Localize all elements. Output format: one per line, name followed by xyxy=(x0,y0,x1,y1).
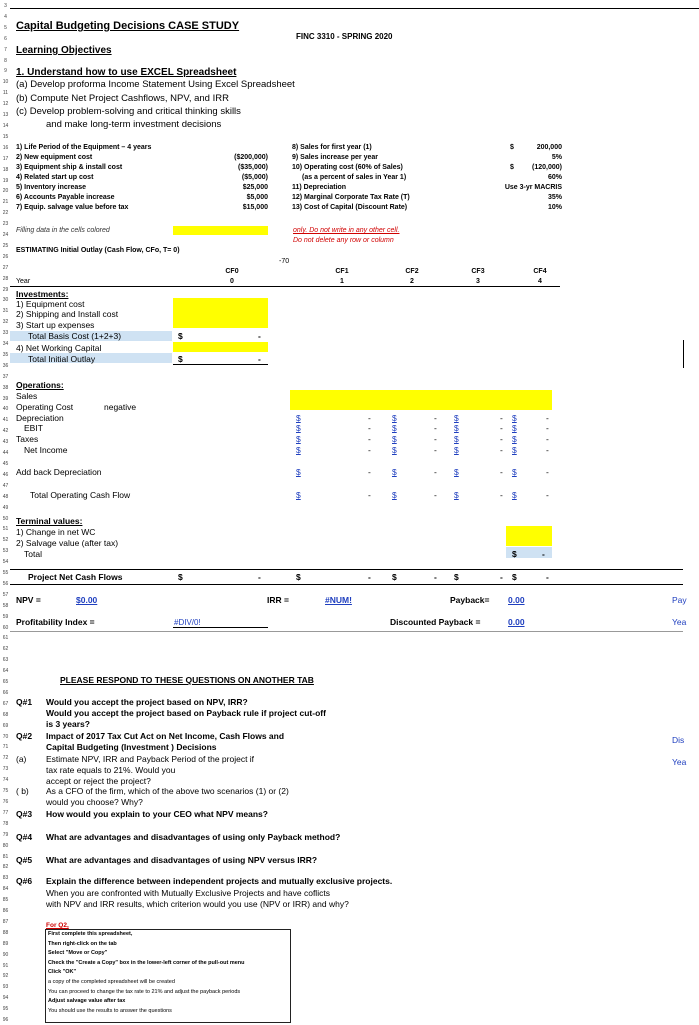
row-number[interactable]: 95 xyxy=(2,1006,9,1013)
input-label: 4) Related start up cost xyxy=(16,174,94,181)
neg-70-cell: -70 xyxy=(279,258,290,265)
value-cell[interactable]: - xyxy=(500,490,503,500)
row-number[interactable]: 13 xyxy=(2,112,9,118)
q2b-line-2: would you choose? Why? xyxy=(46,797,143,807)
total-basis-dash: - xyxy=(258,331,261,341)
sales-label: Sales xyxy=(16,391,38,401)
objective-c: (c) Develop problem-solving and critical thinking skills xyxy=(16,106,241,117)
ncf-top-border xyxy=(10,569,683,570)
salvage-label: 2) Salvage value (after tax) xyxy=(16,538,119,548)
npv-label: NPV = xyxy=(16,595,41,605)
input-value: ($5,000) xyxy=(241,174,268,181)
operations-input-cells[interactable] xyxy=(290,390,552,410)
irr-label: IRR = xyxy=(267,595,289,605)
cf-header: CF3 xyxy=(471,268,485,275)
investments-input-cells[interactable] xyxy=(173,298,268,328)
row-number[interactable]: 90 xyxy=(2,951,9,958)
value-cell[interactable]: - xyxy=(368,413,371,423)
instruction-line: First complete this spreadsheet, xyxy=(48,931,133,937)
cf-header: CF0 xyxy=(225,268,239,275)
filling-note: Filling data in the cells colored xyxy=(16,227,110,234)
row-number[interactable]: 82 xyxy=(2,864,9,871)
row-number[interactable]: 62 xyxy=(2,646,9,653)
q5-number: Q#5 xyxy=(16,855,33,865)
q2a-line-3: accept or reject the project? xyxy=(46,776,151,786)
row-number[interactable]: 36 xyxy=(2,362,9,369)
row-number[interactable]: 96 xyxy=(2,1017,9,1023)
cf-year: 4 xyxy=(538,278,542,285)
value-cell[interactable]: - xyxy=(500,467,503,477)
q6-line-a: When you are confronted with Mutually Exclusive Projects and have coflicts xyxy=(46,888,330,898)
row-number[interactable]: 9 xyxy=(4,68,7,75)
input-value: 35% xyxy=(547,194,562,201)
q1-line-b: Would you accept the project based on Payback rule if project cut-off xyxy=(46,708,326,718)
currency-cell[interactable]: $ xyxy=(512,490,517,500)
row-number[interactable]: 47 xyxy=(2,482,9,489)
row-number[interactable]: 76 xyxy=(2,798,9,805)
ncf-value[interactable]: - xyxy=(500,572,503,582)
operations-heading: Operations: xyxy=(16,380,64,390)
row-number[interactable]: 65 xyxy=(2,679,9,685)
total-initial-dash: - xyxy=(258,354,261,364)
currency-cell[interactable]: $ xyxy=(512,445,517,455)
ncf-value[interactable]: - xyxy=(258,572,261,582)
value-cell[interactable]: - xyxy=(500,434,503,444)
currency-cell[interactable]: $ xyxy=(296,434,301,444)
ncf-currency[interactable]: $ xyxy=(392,572,397,582)
value-cell[interactable]: - xyxy=(434,467,437,477)
row-number[interactable]: 68 xyxy=(2,711,9,718)
row-number[interactable]: 59 xyxy=(2,613,9,620)
value-cell[interactable]: - xyxy=(434,434,437,444)
row-number[interactable]: 75 xyxy=(2,788,9,794)
input-value: 10% xyxy=(547,204,562,211)
taxes-label: Taxes xyxy=(16,434,39,444)
instruction-line: Adjust salvage value after tax xyxy=(48,998,126,1005)
value-cell[interactable]: - xyxy=(546,434,549,444)
irr-value: #NUM! xyxy=(325,595,352,605)
q1-number: Q#1 xyxy=(16,697,33,707)
cf-year: 1 xyxy=(340,278,344,285)
instruction-line: Then right-click on the tab xyxy=(48,940,117,947)
value-cell[interactable]: - xyxy=(368,423,371,433)
currency-cell[interactable]: $ xyxy=(392,467,397,477)
currency-cell[interactable]: $ xyxy=(454,423,459,433)
currency-cell[interactable]: $ xyxy=(512,413,517,423)
currency-cell[interactable]: $ xyxy=(296,490,301,500)
input-label: 3) Equipment ship & install cost xyxy=(16,164,123,171)
row-number[interactable]: 27 xyxy=(2,264,9,271)
row-number[interactable]: 23 xyxy=(2,221,9,228)
q3-text: How would you explain to your CEO what NPV means? xyxy=(46,809,268,819)
value-cell[interactable]: - xyxy=(434,423,437,433)
row-number[interactable]: 51 xyxy=(2,526,9,533)
input-value: 5% xyxy=(551,154,562,161)
row-number[interactable]: 34 xyxy=(2,341,9,347)
row-number[interactable]: 32 xyxy=(2,319,9,326)
row-number[interactable]: 80 xyxy=(2,842,9,849)
row-number[interactable]: 35 xyxy=(2,351,9,358)
input-label: 5) Inventory increase xyxy=(16,184,87,191)
ncf-value[interactable]: - xyxy=(546,572,549,582)
q2b-label: ( b) xyxy=(16,786,29,796)
value-cell[interactable]: - xyxy=(434,445,437,455)
row-number[interactable]: 10 xyxy=(2,79,9,86)
value-cell[interactable]: - xyxy=(500,423,503,433)
row-number[interactable]: 19 xyxy=(2,177,9,184)
row-number[interactable]: 42 xyxy=(2,428,9,435)
row-number[interactable]: 4 xyxy=(4,13,7,20)
row-number[interactable]: 49 xyxy=(2,504,9,511)
objective-b: (b) Compute Net Project Cashflows, NPV, and IRR xyxy=(16,93,229,104)
q1-line-c: is 3 years? xyxy=(46,719,90,729)
input-label: 6) Accounts Payable increase xyxy=(16,194,115,201)
input-label: 7) Equip. salvage value before tax xyxy=(16,204,129,211)
row-number[interactable]: 29 xyxy=(2,286,9,293)
row-number[interactable]: 89 xyxy=(2,940,9,947)
terminal-total-dash: - xyxy=(542,549,545,559)
currency-cell[interactable]: $ xyxy=(512,434,517,444)
input-label: 2) New equipment cost xyxy=(16,154,93,161)
row-number[interactable]: 57 xyxy=(2,591,9,598)
nwc-label: 4) Net Working Capital xyxy=(16,343,102,353)
input-value: ($200,000) xyxy=(234,154,268,161)
row-number[interactable]: 70 xyxy=(2,733,9,740)
pi-underline xyxy=(173,627,268,628)
input-value: $15,000 xyxy=(242,204,268,211)
input-value: (120,000) xyxy=(532,164,562,171)
shipping-install-label: 2) Shipping and Install cost xyxy=(16,309,119,319)
cf-header: CF2 xyxy=(405,268,419,275)
input-label: 11) Depreciation xyxy=(292,184,347,191)
instruction-line: Select "Move or Copy" xyxy=(48,950,108,957)
learning-objectives-heading: Learning Objectives xyxy=(16,45,112,56)
row-number[interactable]: 37 xyxy=(2,373,9,380)
currency-cell[interactable]: $ xyxy=(454,467,459,477)
cf-header: CF1 xyxy=(335,268,349,275)
input-currency: $ xyxy=(510,144,514,151)
case-title: Capital Budgeting Decisions CASE STUDY xyxy=(16,20,240,32)
row-number[interactable]: 54 xyxy=(2,559,9,566)
net-income-label: Net Income xyxy=(24,445,68,455)
input-currency: $ xyxy=(510,164,514,171)
input-value: ($35,000) xyxy=(238,164,268,171)
row-number[interactable]: 45 xyxy=(2,460,9,467)
questions-heading: PLEASE RESPOND TO THESE QUESTIONS ON ANOTHER TAB xyxy=(60,675,314,685)
side-pay-label: Pay xyxy=(672,595,687,605)
row-number[interactable]: 88 xyxy=(2,929,9,936)
currency-cell[interactable]: $ xyxy=(392,445,397,455)
ncf-value[interactable]: - xyxy=(434,572,437,582)
q6-number: Q#6 xyxy=(16,876,33,886)
row-number[interactable]: 44 xyxy=(2,450,9,456)
equipment-cost-label: 1) Equipment cost xyxy=(16,299,85,309)
row-number[interactable]: 6 xyxy=(4,35,7,42)
currency-cell[interactable]: $ xyxy=(512,467,517,477)
row-number[interactable]: 91 xyxy=(2,962,9,969)
input-value: 200,000 xyxy=(536,144,562,151)
row-number[interactable]: 61 xyxy=(2,635,9,642)
yellow-legend-cell xyxy=(173,226,268,235)
row-number[interactable]: 3 xyxy=(4,3,7,9)
right-edge-marker-1 xyxy=(683,340,684,368)
cf-year: 0 xyxy=(230,278,234,285)
row-number[interactable]: 43 xyxy=(2,439,9,446)
terminal-heading: Terminal values: xyxy=(16,516,83,526)
value-cell[interactable]: - xyxy=(546,413,549,423)
project-ncf-label: Project Net Cash Flows xyxy=(28,572,123,582)
input-label: 9) Sales increase per year xyxy=(292,154,379,161)
row-number[interactable]: 71 xyxy=(2,744,9,751)
depreciation-label: Depreciation xyxy=(16,413,64,423)
negative-note: negative xyxy=(104,402,137,412)
currency-cell[interactable]: $ xyxy=(392,490,397,500)
results-divider xyxy=(10,631,683,632)
input-value: $5,000 xyxy=(246,194,268,201)
course-label: FINC 3310 - SPRING 2020 xyxy=(296,32,393,41)
terminal-input-cells[interactable] xyxy=(506,526,552,546)
q2a-line-2: tax rate equals to 21%. Would you xyxy=(46,765,176,775)
value-cell[interactable]: - xyxy=(546,423,549,433)
row-number[interactable]: 20 xyxy=(2,188,9,195)
row-number[interactable]: 18 xyxy=(2,166,9,173)
instruction-line: a copy of the completed spreadsheet will be created xyxy=(48,979,175,985)
row-number[interactable]: 79 xyxy=(2,831,9,838)
row-number[interactable]: 55 xyxy=(2,570,9,576)
input-value: 60% xyxy=(547,174,562,181)
instruction-line: Click "OK" xyxy=(48,969,77,976)
row-number[interactable]: 25 xyxy=(2,242,9,249)
cf-header: CF4 xyxy=(533,268,547,275)
row-number[interactable]: 33 xyxy=(2,330,9,337)
currency-cell[interactable]: $ xyxy=(296,413,301,423)
side-yea-label: Yea xyxy=(672,617,687,627)
row-number[interactable]: 58 xyxy=(2,602,9,609)
row-number[interactable]: 94 xyxy=(2,995,9,1002)
currency-cell[interactable]: $ xyxy=(454,490,459,500)
row-number[interactable]: 56 xyxy=(2,580,9,587)
row-number[interactable]: 78 xyxy=(2,820,9,827)
row-number[interactable]: 46 xyxy=(2,471,9,478)
payback-value: 0.00 xyxy=(508,595,525,605)
row-number[interactable]: 93 xyxy=(2,984,9,991)
npv-value: $0.00 xyxy=(76,595,98,605)
row-number[interactable]: 41 xyxy=(2,417,9,424)
row-number[interactable]: 66 xyxy=(2,689,9,696)
do-not-delete-note: Do not delete any row or column xyxy=(293,237,394,244)
row-number[interactable]: 7 xyxy=(4,46,7,53)
row-number[interactable]: 67 xyxy=(2,700,9,707)
currency-cell[interactable]: $ xyxy=(296,423,301,433)
instruction-line: You can proceed to change the tax rate to 21% and adjust the payback periods xyxy=(48,988,241,995)
row-number[interactable]: 5 xyxy=(4,24,7,31)
value-cell[interactable]: - xyxy=(434,413,437,423)
row-number[interactable]: 63 xyxy=(2,657,9,664)
currency-cell[interactable]: $ xyxy=(392,434,397,444)
row-number[interactable]: 53 xyxy=(2,548,9,555)
total-basis-dollar: $ xyxy=(178,331,183,341)
currency-cell[interactable]: $ xyxy=(454,445,459,455)
input-label: (as a percent of sales in Year 1) xyxy=(302,174,407,181)
terminal-total-label: Total xyxy=(24,549,42,559)
row-number[interactable]: 30 xyxy=(2,297,9,304)
objective-a: (a) Develop proforma Income Statement Using Excel Spreadsheet xyxy=(16,79,295,90)
value-cell[interactable]: - xyxy=(500,445,503,455)
disc-payback-label: Discounted Payback = xyxy=(390,617,481,627)
startup-expenses-label: 3) Start up expenses xyxy=(16,320,95,330)
row-number[interactable]: 81 xyxy=(2,853,9,860)
sheet-top-border xyxy=(10,8,699,9)
value-cell[interactable]: - xyxy=(546,490,549,500)
row-number[interactable]: 86 xyxy=(2,908,9,914)
row-number[interactable]: 8 xyxy=(4,57,7,64)
row-number[interactable]: 11 xyxy=(2,90,9,97)
pi-value: #DIV/0! xyxy=(174,618,201,627)
q4-number: Q#4 xyxy=(16,832,33,842)
row-number[interactable]: 16 xyxy=(2,144,9,151)
value-cell[interactable]: - xyxy=(434,490,437,500)
value-cell[interactable]: - xyxy=(368,467,371,477)
currency-cell[interactable]: $ xyxy=(454,434,459,444)
row-number[interactable]: 83 xyxy=(2,875,9,882)
q2a-line-1: Estimate NPV, IRR and Payback Period of the project if xyxy=(46,754,255,764)
q2-line-b: Capital Budgeting (Investment ) Decisions xyxy=(46,742,217,752)
row-number[interactable]: 48 xyxy=(2,493,9,500)
row-number[interactable]: 60 xyxy=(2,624,9,631)
add-back-depreciation-label: Add back Depreciation xyxy=(16,467,102,477)
q3-number: Q#3 xyxy=(16,809,33,819)
row-number[interactable]: 14 xyxy=(2,122,9,129)
instruction-line: Check the "Create a Copy" box in the lower-left corner of the pull-out menu xyxy=(48,959,245,966)
q2b-line-1: As a CFO of the firm, which of the above two scenarios (1) or (2) xyxy=(46,786,289,796)
row-number[interactable]: 40 xyxy=(2,406,9,413)
disc-payback-value: 0.00 xyxy=(508,617,525,627)
total-initial-label: Total Initial Outlay xyxy=(28,354,96,364)
row-number[interactable]: 87 xyxy=(2,918,9,925)
currency-cell[interactable]: $ xyxy=(392,423,397,433)
currency-cell[interactable]: $ xyxy=(512,423,517,433)
instruction-line: You should use the results to answer the questions xyxy=(48,1007,172,1014)
row-number[interactable]: 69 xyxy=(2,722,9,729)
q2-number: Q#2 xyxy=(16,731,33,741)
total-initial-underline xyxy=(173,364,268,365)
q4-text: What are advantages and disadvantages of using only Payback method? xyxy=(46,832,341,842)
q1-line-a: Would you accept the project based on NPV, IRR? xyxy=(46,697,248,707)
payback-label: Payback= xyxy=(450,595,490,605)
ncf-bottom-border xyxy=(10,584,683,585)
q2-line-a: Impact of 2017 Tax Cut Act on Net Income, Cash Flows and xyxy=(46,731,285,741)
row-number[interactable]: 24 xyxy=(2,232,9,238)
input-label: 8) Sales for first year (1) xyxy=(292,144,372,151)
row-number[interactable]: 73 xyxy=(2,766,9,773)
value-cell[interactable]: - xyxy=(368,434,371,444)
row-number[interactable]: 38 xyxy=(2,384,9,391)
total-initial-dollar: $ xyxy=(178,354,183,364)
ncf-currency[interactable]: $ xyxy=(454,572,459,582)
q2a-label: (a) xyxy=(16,754,27,764)
instructions-title: For Q2, xyxy=(46,922,69,929)
input-label: 13) Cost of Capital (Discount Rate) xyxy=(292,204,408,211)
ncf-currency[interactable]: $ xyxy=(178,572,183,582)
ncf-value[interactable]: - xyxy=(368,572,371,582)
row-number[interactable]: 28 xyxy=(2,275,9,282)
row-number[interactable]: 85 xyxy=(2,897,9,904)
currency-cell[interactable]: $ xyxy=(296,467,301,477)
pi-label: Profitability Index = xyxy=(16,617,95,627)
year-label: Year xyxy=(16,278,31,285)
year-underline xyxy=(10,286,560,287)
row-number[interactable]: 52 xyxy=(2,537,9,544)
objective-1: 1. Understand how to use EXCEL Spreadsheet xyxy=(16,67,237,78)
value-cell[interactable]: - xyxy=(368,490,371,500)
operating-cost-label: Operating Cost xyxy=(16,402,74,412)
currency-cell[interactable]: $ xyxy=(454,413,459,423)
input-label: 10) Operating cost (60% of Sales) xyxy=(292,164,403,171)
row-number[interactable]: 50 xyxy=(2,515,9,522)
q6-line-b: with NPV and IRR results, which criterion would you use (NPV or IRR) and why? xyxy=(46,899,349,909)
only-note: only. Do not write in any other cell. xyxy=(293,227,400,234)
value-cell[interactable]: - xyxy=(368,445,371,455)
value-cell[interactable]: - xyxy=(546,467,549,477)
change-nwc-label: 1) Change in net WC xyxy=(16,527,96,537)
value-cell[interactable]: - xyxy=(500,413,503,423)
side-yea2-label: Yea xyxy=(672,757,687,767)
objective-c-cont: and make long-term investment decisions xyxy=(46,119,222,130)
row-number[interactable]: 22 xyxy=(2,210,9,217)
estimating-title: ESTIMATING Initial Outlay (Cash Flow, CFo, T= 0) xyxy=(16,247,180,254)
input-label: 1) Life Period of the Equipment – 4 years xyxy=(16,144,152,151)
row-number[interactable]: 17 xyxy=(2,155,9,162)
q5-text: What are advantages and disadvantages of using NPV versus IRR? xyxy=(46,855,318,865)
row-number[interactable]: 77 xyxy=(2,809,9,816)
side-dis-label: Dis xyxy=(672,735,685,745)
total-basis-label: Total Basis Cost (1+2+3) xyxy=(28,331,122,341)
row-number[interactable]: 74 xyxy=(2,777,9,784)
row-number[interactable]: 31 xyxy=(2,308,9,315)
terminal-total-dollar: $ xyxy=(512,549,517,559)
nwc-input-cell[interactable] xyxy=(173,342,268,352)
q6-text: Explain the difference between independent projects and mutually exclusive projects. xyxy=(46,876,393,886)
currency-cell[interactable]: $ xyxy=(392,413,397,423)
row-number[interactable]: 12 xyxy=(2,101,9,108)
cf-year: 3 xyxy=(476,278,480,285)
ncf-currency[interactable]: $ xyxy=(296,572,301,582)
input-label: 12) Marginal Corporate Tax Rate (T) xyxy=(292,194,410,201)
input-value: $25,000 xyxy=(242,184,268,191)
total-ocf-label: Total Operating Cash Flow xyxy=(30,490,131,500)
row-number[interactable]: 72 xyxy=(2,755,9,762)
ebit-label: EBIT xyxy=(24,423,43,433)
investments-heading: Investments: xyxy=(16,289,69,299)
ncf-currency[interactable]: $ xyxy=(512,572,517,582)
input-value: Use 3-yr MACRIS xyxy=(504,184,562,191)
row-number[interactable]: 92 xyxy=(2,973,9,980)
row-number[interactable]: 15 xyxy=(2,133,9,140)
row-number[interactable]: 84 xyxy=(2,886,9,893)
cf-year: 2 xyxy=(410,278,414,285)
row-number[interactable]: 39 xyxy=(2,395,9,402)
row-number[interactable]: 26 xyxy=(2,253,9,260)
row-number[interactable]: 64 xyxy=(2,668,9,675)
row-number[interactable]: 21 xyxy=(2,199,9,206)
value-cell[interactable]: - xyxy=(546,445,549,455)
currency-cell[interactable]: $ xyxy=(296,445,301,455)
